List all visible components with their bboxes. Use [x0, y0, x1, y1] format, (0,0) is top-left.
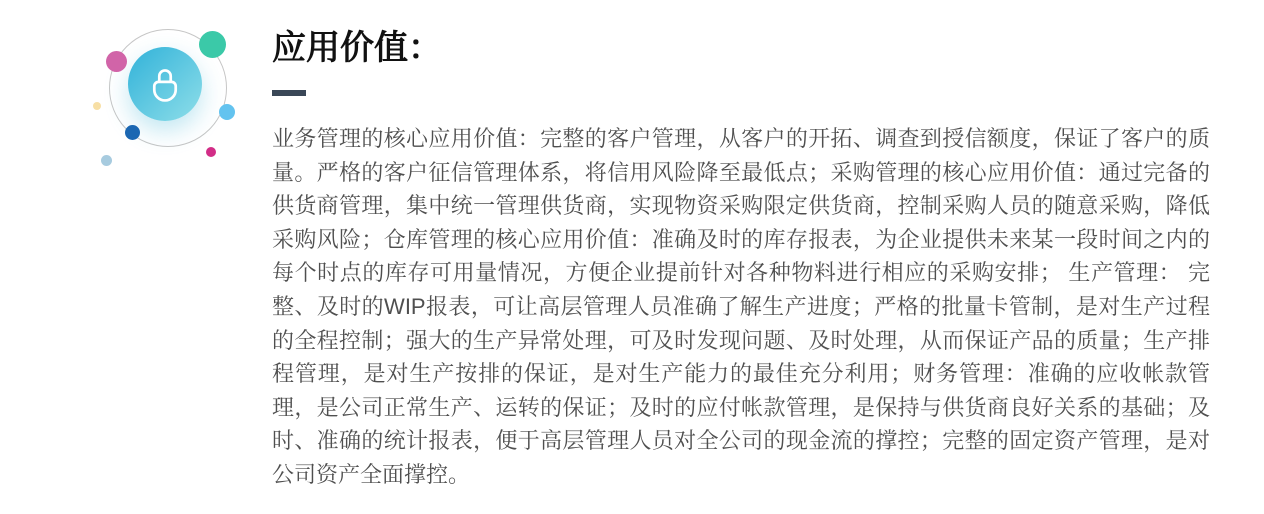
dark-blue-dot [125, 125, 140, 140]
lock-circle [128, 47, 202, 121]
magenta-dot [206, 147, 216, 157]
body-paragraph: 业务管理的核心应用价值：完整的客户管理，从客户的开拓、调查到授信额度，保证了客户的质量。严格的客户征信管理体系，将信用风险降至最低点；采购管理的核心应用价值：通过完备的供货商管理，集中统一管理供货商，实现物资采购限定供货商，控制采购人员的随意采购，降低采购风险；仓库管理的核心应用价值：准确及时的库存报表，为企业提供未来某一段时间之内的每个时点的库存可用量情况，方便企业提前针对各种物料进行相应的采购安排； 生产管理： 完整、及时的WIP报表，可让高层管理人员准确了解生产进度；严格的批量卡管制，是对生产过程的全程控制；强大的生产异常处理，可及时发现问题、及时处理，从而保证产品的质量；生产排程管理，是对生产按排的保证，是对生产能力的最佳充分利用；财务管理：准确的应收帐款管理，是公司正常生产、运转的保证；及时的应付帐款管理，是保持与供货商良好关系的基础；及时、准确的统计报表，便于高层管理人员对全公司的现金流的撑控；完整的固定资产管理，是对公司资产全面撑控。 [272, 126, 1210, 487]
pink-dot [106, 51, 127, 72]
section-title: 应用价值： [272, 29, 442, 67]
teal-dot [199, 31, 226, 58]
lock-icon [145, 62, 185, 106]
lock-badge [85, 15, 250, 180]
sky-dot [219, 104, 235, 120]
application-value-section [272, 27, 1210, 492]
title-underline [272, 90, 306, 96]
cream-dot [93, 102, 101, 110]
pale-blue-dot [101, 155, 112, 166]
